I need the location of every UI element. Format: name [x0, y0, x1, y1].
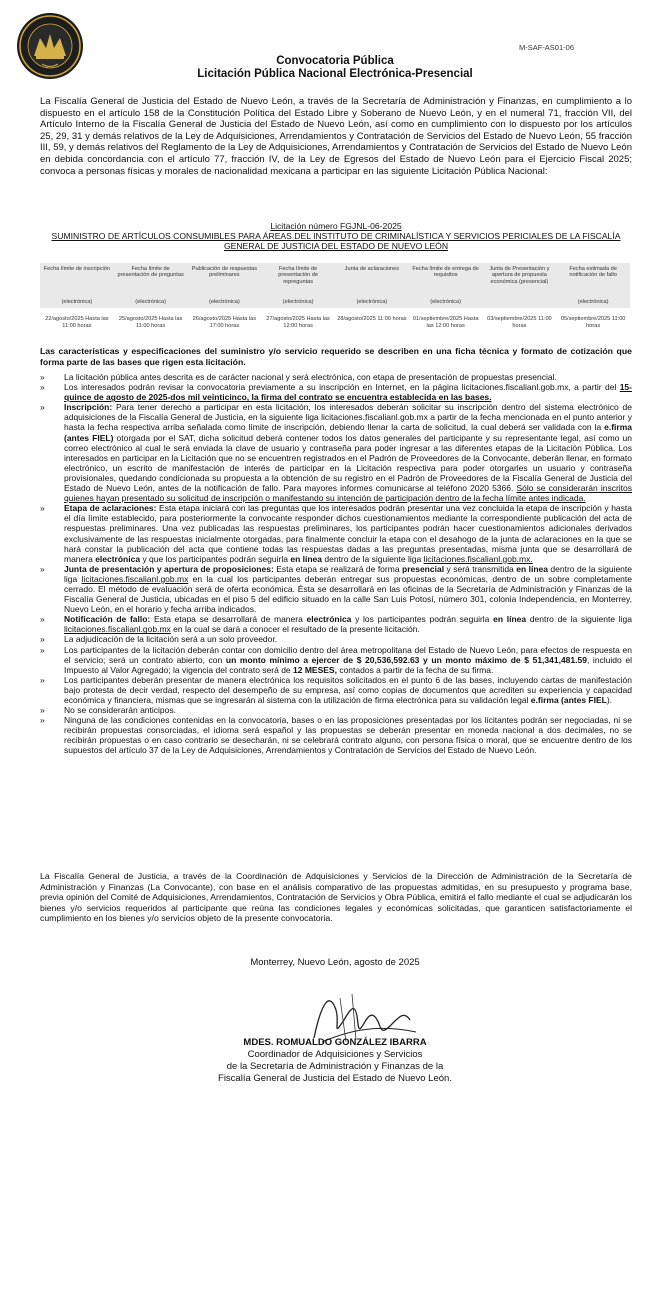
bullet-marker: »	[40, 614, 45, 625]
item-emphasis: 15-quince de agosto de 2025-dos mil veinticinco, la firma del contrato se encuentra establecida en las bases.	[64, 382, 632, 403]
schedule-value: 26/agosto/2025 Hasta las 17:00 horas	[192, 316, 257, 329]
licitacion-heading	[40, 222, 632, 251]
page-title: Convocatoria Pública	[276, 55, 394, 67]
bullet-marker: »	[40, 674, 45, 685]
item-text: dentro de la siguiente liga	[322, 553, 424, 564]
schedule-value: 27/agosto/2025 Hasta las 12:00 horas	[266, 316, 330, 329]
schedule-value: 22/agosto/2025 Hasta las 11:00 horas	[45, 316, 109, 329]
schedule-sub: (electrónica)	[409, 298, 483, 308]
schedule-sub: (electrónica)	[40, 298, 114, 308]
item-emphasis: en línea	[516, 563, 548, 574]
item-text: ).	[606, 695, 613, 705]
item-text: y los participantes podrán seguirla	[351, 614, 494, 625]
page-subtitle: Licitación Pública Nacional Electrónica-Presencial	[197, 68, 473, 80]
caracteristicas-note: Las características y especificaciones del suministro y/o servicio requerido se describen en una ficha técnica y formato de cotización que forma parte de las bases que rigen esta licitación.	[40, 346, 632, 367]
bullet-marker: »	[40, 634, 45, 645]
list-item	[40, 645, 632, 675]
item-text: La licitación pública antes descrita es de carácter nacional y será electrónica, con etapa de presentación de propuestas presencial.	[64, 372, 557, 382]
item-text: Esta etapa se desarrollará de manera	[150, 614, 307, 625]
signer-title-line: Fiscalía General de Justicia del Estado de Nuevo León.	[218, 1073, 452, 1084]
schedule-header: Fecha límite de inscripción	[40, 263, 114, 298]
item-link[interactable]: licitaciones.fiscalianl.gob.mx.	[423, 553, 533, 564]
schedule-value: 05/septiembre/2025 11:00 horas	[560, 316, 626, 329]
item-link[interactable]: licitaciones.fiscalianl.gob.mx	[81, 573, 189, 584]
item-text: y será transmitida	[444, 563, 517, 574]
licitacion-number: Licitación número FGJNL-06-2025	[270, 221, 402, 231]
item-text: No se considerarán anticipos.	[64, 705, 176, 716]
item-emphasis: presencial	[402, 563, 445, 574]
item-emphasis: en línea	[290, 553, 322, 564]
item-underline: Sólo se considerarán inscritos quienes hayan presentado su solicitud de inscripción o manifestando su intención de participación dentro de la fecha límite antes indicada.	[64, 483, 633, 504]
schedule-sub	[483, 298, 557, 308]
signer-title-line: Coordinador de Adquisiciones y Servicios	[247, 1049, 423, 1060]
closing-paragraph: La Fiscalía General de Justicia, a través de la Coordinación de Adquisiciones y Servicios de la Dirección de Administración de la Secretaría de Administración y Finanzas (La Convocante), con base en el análisis comparativo de las propuestas admitidas, en su presupuesto y programa base, previa opinión del Comité de Adquisiciones, Arrendamientos, Contratación de Servicios y Obra Pública, emitirá el fallo mediante el cual se adjudicarán los bienes y/o servicios requeridos al participante que reúna las condiciones legales y económicas solicitadas, que garanticen satisfactoriamente el cumplimiento en los bienes y/o servicios objeto de la presente convocatoria.	[40, 871, 632, 924]
item-text: Para tener derecho a participar en esta licitación, los interesados deberán solicitar su inscripción dentro del sistema electrónico de adquisiciones de la Fiscalía General de Justicia, en la siguiente liga licitaciones.fiscalianl.gob.mx a partir de la fecha mencionada en el punto anterior y hasta la fecha respectiva arriba señalada como límite de inscripción, debiendo llenar la carta de solicitud, la cual deberá ser validada con la	[64, 402, 632, 433]
schedule-header: Publicación de respuestas preliminares	[188, 263, 262, 298]
item-label: Etapa de aclaraciones:	[64, 503, 157, 514]
bullet-marker: »	[40, 563, 45, 574]
item-text: dentro de la siguiente liga	[64, 563, 632, 584]
item-label: Inscripción:	[64, 402, 113, 413]
item-text: Ninguna de las condiciones contenidas en la convocatoria, bases o en las proposiciones presentadas por los licitantes podrán ser negociadas, ni se recibirán propuestas consorciadas, el idioma será español y las propuestas se deberán presentar en moneda nacional a dos decimales, no se recibirán propuestas o en caso contrario se desecharán, ni se celebrará contrato alguno, con persona física o moral, que se encuentre dentro de los supuestos del artículo 37 de la Ley de Adquisiciones, Arrendamientos y Contratación de Servicios del Estado de Nuevo León.	[64, 715, 632, 756]
schedule-sub: (electrónica)	[335, 298, 409, 308]
schedule-values-row	[40, 308, 630, 331]
schedule-header: Fecha límite de presentación de repreguntas	[261, 263, 335, 298]
schedule-sub: (electrónica)	[188, 298, 262, 308]
schedule-header-row	[40, 263, 630, 298]
list-item	[40, 715, 632, 755]
item-emphasis: electrónica	[95, 553, 141, 564]
bullet-marker: »	[40, 382, 45, 393]
list-item	[40, 372, 632, 382]
list-item	[40, 614, 632, 634]
item-text: Los participantes de la licitación deberán contar con domicilio dentro del área metropolitana del Estado de Nuevo León, para efectos de respuesta en el servicio; será un contrato abierto, con	[64, 644, 632, 665]
schedule-header: Junta de Presentación y apertura de propuesta económica (presencial)	[483, 263, 557, 298]
item-text: en la cual se dará a conocer el resultado de la presente licitación.	[170, 624, 420, 635]
list-item	[40, 634, 632, 644]
item-emphasis: electrónica	[306, 614, 352, 625]
item-text: Los participantes deberán presentar de manera electrónica los requisitos solicitados en el punto 6 de las bases, incluyendo cartas de manifestación bajo protesta de decir verdad, respecto del desempeño de su empresa, así como copias de documentos que acrediten su experiencia y capacidad económica y financiera, mismas que se ingresarán al sistema con la utilización de firma electrónica para su validación legal	[64, 674, 632, 705]
schedule-value: 28/agosto/2025 11:00 horas	[337, 316, 407, 323]
list-item	[40, 705, 632, 715]
place-date: Monterrey, Nuevo León, agosto de 2025	[250, 957, 420, 968]
item-text: Esta etapa iniciará con las preguntas que los interesados podrán presentar una vez concluida la etapa de inscripción y hasta el día límite establecido, para posteriormente la convocante responder dichos cuestionamientos mediante la correspondiente publicación del acta de respuestas preliminares. Una vez publicadas las respuestas preliminares, los participantes podrán hacer cuestionamientos adicionales derivados exclusivamente de las respuestas inicialmente otorgadas, para finalmente concluir la etapa con el desahogo de la junta de aclaraciones en la que se hará constar la publicación del acta que contiene todas las respuestas dadas a las preguntas presentadas, misma junta que se desarrollará de manera	[64, 503, 632, 564]
item-label: Junta de presentación y apertura de proposiciones:	[64, 563, 274, 574]
list-item	[40, 564, 632, 614]
item-text: y que los participantes podrán seguirla	[140, 553, 291, 564]
schedule-header: Fecha límite de presentación de preguntas	[114, 263, 188, 298]
bullet-marker: »	[40, 503, 45, 514]
list-item	[40, 675, 632, 705]
list-item	[40, 382, 632, 402]
signer-name: MDES. ROMUALDO GONZÁLEZ IBARRA	[243, 1037, 427, 1048]
schedule-header: Fecha estimada de notificación de fallo	[556, 263, 630, 298]
item-emphasis: e.firma (antes FIEL	[530, 695, 607, 705]
item-emphasis: un monto mínimo a ejercer de $ 20,536,592.63 y un monto máximo de $ 51,341,481.59	[225, 654, 587, 665]
schedule-header: Junta de aclaraciones	[335, 263, 409, 298]
schedule-value: 03/septiembre/2025 11:00 horas	[487, 316, 552, 329]
signer-title-line: de la Secretaría de Administración y Finanzas de la	[226, 1061, 444, 1072]
bullet-marker: »	[40, 402, 45, 413]
item-text: otorgada por el SAT, dicha solicitud deberá contener todos los datos generales del participante y su representante legal, así como un correo electrónico al cual le será enviada la clave de usuario y contraseña para poder ingresar a las diferentes etapas de la Licitación Pública. Los interesados en participar en la Licitación que no se encuentren registrados en el Padrón de Proveedores de la Convocante, deberán llenar, en formato electrónico, un escrito de manifestación de interés de participar en la Licitación respectiva para poder otorgarles un usuario y contraseña provisionales, quedando condicionada su propuesta a la obtención de su registro en el Padrón de Proveedores de la Fiscalía General de Justicia del Estado de Nuevo León, antes de la notificación de fallo. Para mayores informes comunicarse al teléfono 2020 5366.	[64, 432, 632, 494]
item-text: La adjudicación de la licitación será a un solo proveedor.	[64, 634, 278, 645]
item-text: Los interesados podrán revisar la convocatoria previamente a su inscripción en Internet, en la página licitaciones.fiscalianl.gob.mx, a partir del	[64, 382, 620, 393]
item-emphasis: 12 MESES,	[293, 664, 337, 675]
item-text: en la cual los participantes deberán entregar sus propuestas económicas, dentro de un sobre completamente cerrado. El método de evaluación será de oferta económica. Ésta se desarrollará en las oficinas de la Secretaría de Administración y Finanzas de la Fiscalía General de Justicia, ubicadas en el piso 5 del edificio situado en la calle San Luis Potosí, número 301, colonia Independencia, en Monterrey, Nuevo León, en el horario y fecha arriba indicados.	[64, 573, 632, 615]
licitacion-name: SUMINISTRO DE ARTÍCULOS CONSUMIBLES PARA ÁREAS DEL INSTITUTO DE CRIMINALÍSTICA Y SERVICIOS PERICIALES DE LA FISCALÍA GENERAL DE JUSTICIA DEL ESTADO DE NUEVO LEÓN	[51, 230, 621, 251]
item-label: Notificación de fallo:	[64, 614, 151, 625]
schedule-sub-row	[40, 298, 630, 308]
item-text: , incluido el Impuesto al Valor Agregado; la vigencia del contrato será de	[64, 654, 632, 675]
schedule-header: Fecha límite de entrega de requisitos	[409, 263, 483, 298]
schedule-value: 01/septiembre/2025 Hasta las 12:00 horas	[412, 316, 479, 329]
item-text: Esta etapa se realizará de forma	[273, 563, 402, 574]
schedule-table	[40, 263, 630, 331]
item-emphasis: e.firma (antes FIEL)	[64, 422, 632, 443]
item-text: dentro de la siguiente liga	[526, 614, 632, 625]
list-item	[40, 503, 632, 564]
schedule-sub: (electrónica)	[261, 298, 335, 308]
document-code: M-SAF-AS01-06	[518, 43, 574, 52]
bullet-marker: »	[40, 705, 45, 716]
list-item	[40, 402, 632, 503]
item-link[interactable]: licitaciones.fiscalianl.gob.mx	[64, 624, 171, 635]
intro-paragraph: La Fiscalía General de Justicia del Estado de Nuevo León, a través de la Secretaría de Administración y Finanzas, en cumplimiento a lo dispuesto en el artículo 158 de la Constitución Política del Estado Libre y Soberano de Nuevo León, y en el numeral 71, fracción VII, del Artículo Interno de la Fiscalía General de Justicia del Estado de Nuevo León, así como en cumplimiento con lo dispuesto por los artículos 25, 29, 31 y demás relativos de la Ley de Adquisiciones, Arrendamientos y Contratación de Servicios del Estado de Nuevo León, 55 fracción III, 59, y demás relativos del Reglamento de la Ley de Adquisiciones, Arrendamientos y Contratación de Servicios del Estado de Nuevo León en debida concordancia con el artículo 77, fracción IV, de la Ley de Egresos del Estado de Nuevo León para el Ejercicio Fiscal 2025; convoca a personas físicas y morales de nacionalidad mexicana a participar en las siguiente Licitación Pública Nacional:	[40, 96, 632, 177]
title-block	[0, 55, 670, 81]
bullet-marker: »	[40, 715, 45, 726]
schedule-sub: (electrónica)	[114, 298, 188, 308]
item-text: contados a partir de la fecha de su firma.	[336, 664, 494, 675]
schedule-sub: (electrónica)	[556, 298, 630, 308]
bullet-marker: »	[40, 644, 45, 655]
item-emphasis: en línea	[493, 614, 527, 625]
signature-block	[0, 1037, 670, 1085]
schedule-value: 25/agosto/2025 Hasta las 11:00 horas	[118, 316, 183, 329]
bullet-marker: »	[40, 372, 45, 382]
conditions-list	[40, 372, 632, 756]
